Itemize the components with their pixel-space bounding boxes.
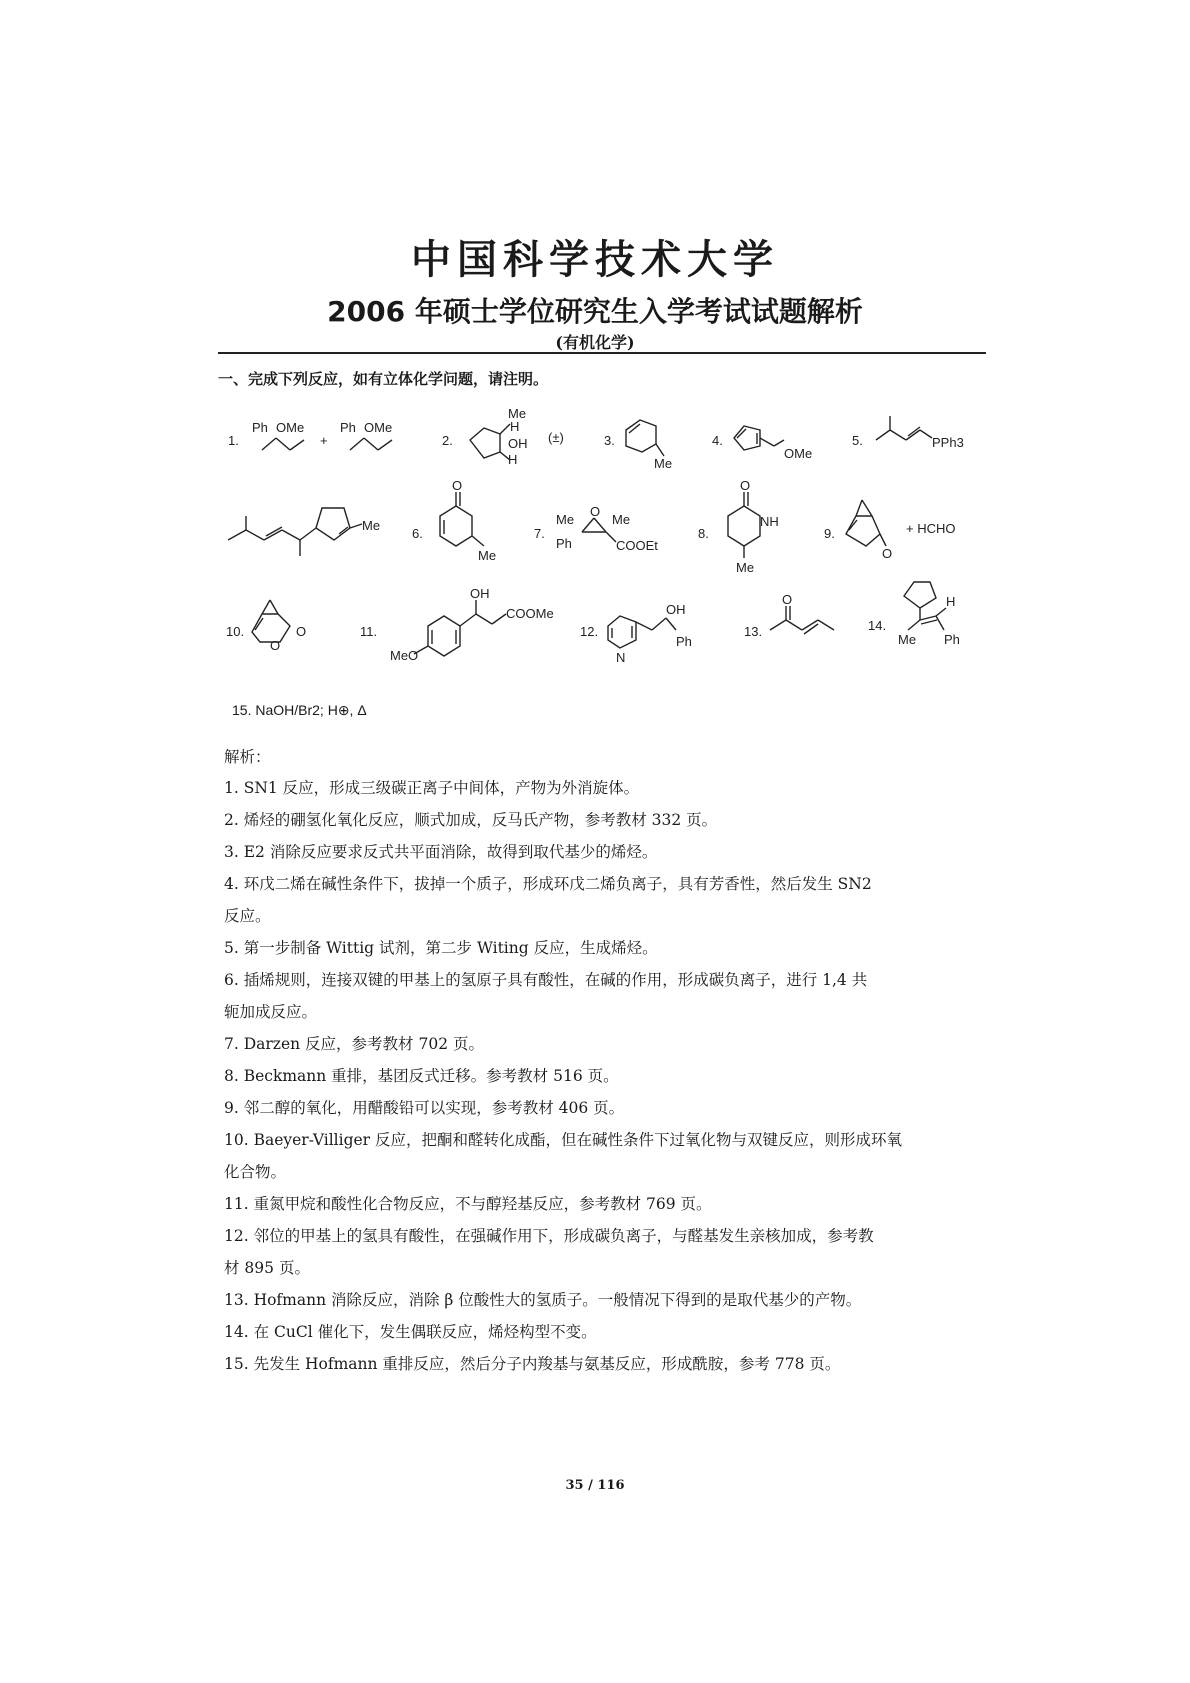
svg-text:N: N — [616, 650, 626, 665]
svg-text:NH: NH — [760, 514, 779, 529]
svg-text:O: O — [270, 638, 281, 653]
structure-3 — [626, 420, 672, 471]
structure-1b — [340, 420, 392, 450]
item-14-number: 14. — [868, 618, 887, 633]
svg-text:O: O — [740, 478, 751, 493]
analysis-line: 8. Beckmann 重排，基团反式迁移。参考教材 516 页。 — [224, 1067, 619, 1085]
analysis-line: 材 895 页。 — [224, 1259, 310, 1277]
analysis-list — [224, 772, 984, 1380]
item-12-number: 12. — [580, 624, 599, 639]
item-6-number: 6. — [412, 526, 423, 541]
structure-2 — [470, 406, 564, 467]
item-10-number: 10. — [226, 624, 245, 639]
svg-text:Me: Me — [612, 512, 631, 527]
item-11-number: 11. — [360, 624, 378, 639]
analysis-line: 12. 邻位的甲基上的氢具有酸性，在强碱作用下，形成碳负离子，与醛基发生亲核加成，参考教 — [224, 1227, 874, 1245]
analysis-line: 9. 邻二醇的氧化，用醋酸铅可以实现，参考教材 406 页。 — [224, 1099, 625, 1117]
svg-text:OH: OH — [666, 602, 686, 617]
item-7-number: 7. — [534, 526, 545, 541]
svg-text:PPh3: PPh3 — [932, 435, 964, 450]
item-13-number: 13. — [744, 624, 763, 639]
analysis-line: 10. Baeyer-Villiger 反应，把酮和醛转化成酯，但在碱性条件下过氧化物与双键反应，则形成环氧 — [224, 1131, 903, 1149]
item-4-number: 4. — [712, 433, 723, 448]
svg-text:Ph: Ph — [340, 420, 356, 435]
analysis-line: 11. 重氮甲烷和酸性化合物反应，不与醇羟基反应，参考教材 769 页。 — [224, 1195, 712, 1213]
analysis-line: 14. 在 CuCl 催化下，发生偶联反应，烯烃构型不变。 — [224, 1323, 597, 1341]
structure-1a — [252, 420, 304, 450]
svg-text:MeO: MeO — [390, 648, 419, 663]
svg-text:Me: Me — [736, 560, 755, 575]
plus-sign: + — [320, 433, 328, 448]
structure-11 — [390, 586, 554, 663]
structure-7 — [556, 504, 658, 553]
reaction-15-reagents: 15. NaOH/Br2; H⊕, Δ — [232, 702, 367, 718]
svg-text:Ph: Ph — [556, 536, 572, 551]
svg-text:Me: Me — [898, 632, 917, 647]
svg-text:COOMe: COOMe — [506, 606, 554, 621]
svg-text:+ HCHO: + HCHO — [906, 521, 956, 536]
section-heading: 一、完成下列反应，如有立体化学问题，请注明。 — [218, 370, 549, 388]
structure-13 — [770, 592, 834, 634]
item-9-number: 9. — [824, 526, 835, 541]
item-3-number: 3. — [604, 433, 615, 448]
svg-text:Me: Me — [508, 406, 527, 421]
structure-5-product — [228, 508, 380, 556]
structure-10 — [252, 600, 306, 653]
svg-text:OMe: OMe — [784, 446, 813, 461]
structure-8 — [728, 478, 779, 575]
school-title: 中国科学技术大学 — [411, 236, 779, 283]
svg-text:(±): (±) — [548, 430, 564, 445]
svg-text:O: O — [590, 504, 601, 519]
svg-text:H: H — [508, 452, 518, 467]
exam-title: 2006 年硕士学位研究生入学考试试题解析 — [327, 295, 863, 328]
structure-12 — [608, 602, 692, 665]
svg-text:Me: Me — [362, 518, 381, 533]
svg-text:H: H — [510, 419, 520, 434]
structure-14 — [898, 582, 960, 647]
svg-text:OH: OH — [470, 586, 490, 601]
svg-text:OMe: OMe — [364, 420, 393, 435]
structure-6 — [440, 478, 496, 563]
svg-text:O: O — [882, 546, 893, 561]
analysis-line: 13. Hofmann 消除反应，消除 β 位酸性大的氢质子。一般情况下得到的是取代基少的产物。 — [224, 1291, 862, 1309]
analysis-line: 化合物。 — [224, 1163, 287, 1181]
svg-text:Me: Me — [654, 456, 673, 471]
svg-text:O: O — [452, 478, 463, 493]
svg-text:Ph: Ph — [676, 634, 692, 649]
svg-text:Me: Me — [556, 512, 575, 527]
svg-text:COOEt: COOEt — [616, 538, 658, 553]
item-5-number: 5. — [852, 433, 863, 448]
svg-text:OMe: OMe — [276, 420, 305, 435]
analysis-heading: 解析： — [224, 748, 271, 766]
analysis-line: 6. 插烯规则，连接双键的甲基上的氢原子具有酸性，在碱的作用，形成碳负离子，进行 1,4 共 — [224, 971, 868, 989]
item-1-number: 1. — [228, 433, 239, 448]
analysis-line: 轭加成反应。 — [224, 1003, 318, 1021]
analysis-line: 4. 环戊二烯在碱性条件下，拔掉一个质子，形成环戊二烯负离子，具有芳香性，然后发生 SN2 — [224, 875, 872, 893]
analysis-line: 5. 第一步制备 Wittig 试剂，第二步 Witing 反应，生成烯烃。 — [224, 939, 658, 957]
svg-text:Ph: Ph — [944, 632, 960, 647]
item-8-number: 8. — [698, 526, 709, 541]
structure-5 — [876, 416, 964, 450]
structure-9 — [846, 500, 955, 561]
structure-4 — [734, 426, 812, 461]
svg-text:O: O — [296, 624, 307, 639]
svg-text:O: O — [782, 592, 793, 607]
analysis-line: 反应。 — [224, 907, 271, 925]
analysis-line: 1. SN1 反应，形成三级碳正离子中间体，产物为外消旋体。 — [224, 779, 640, 797]
subject-label: (有机化学) — [555, 333, 635, 352]
page-number: 35 / 116 — [565, 1478, 625, 1493]
svg-text:Me: Me — [478, 548, 497, 563]
analysis-line: 15. 先发生 Hofmann 重排反应，然后分子内羧基与氨基反应，形成酰胺，参考 778 页。 — [224, 1355, 841, 1373]
svg-text:H: H — [946, 594, 956, 609]
item-2-number: 2. — [442, 433, 453, 448]
svg-text:Ph: Ph — [252, 420, 268, 435]
analysis-line: 7. Darzen 反应，参考教材 702 页。 — [224, 1035, 484, 1053]
svg-text:OH: OH — [508, 436, 528, 451]
analysis-line: 2. 烯烃的硼氢化氧化反应，顺式加成，反马氏产物，参考教材 332 页。 — [224, 811, 718, 829]
analysis-line: 3. E2 消除反应要求反式共平面消除，故得到取代基少的烯烃。 — [224, 843, 658, 861]
structures-figure — [0, 0, 1190, 720]
